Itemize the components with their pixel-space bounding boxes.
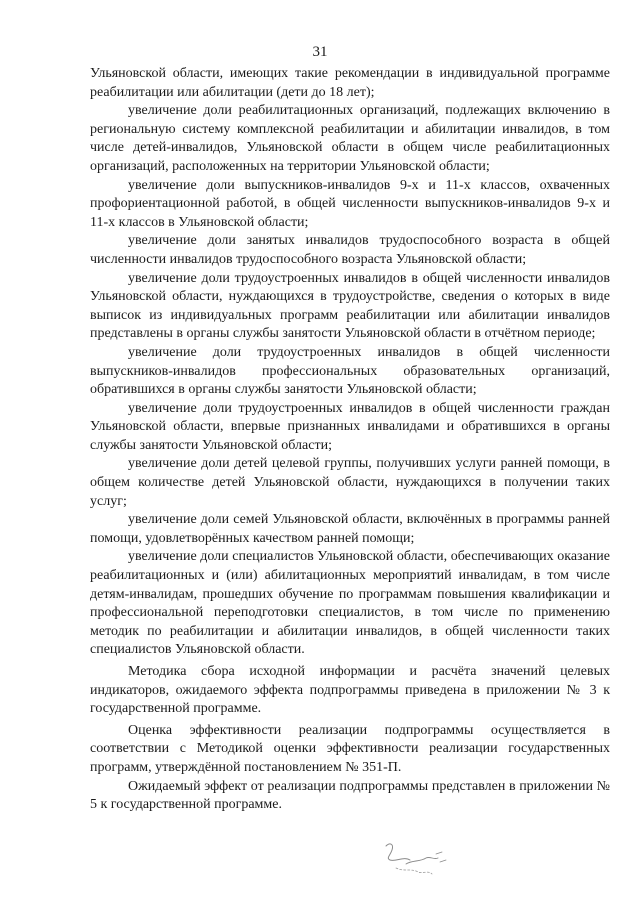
paragraph: увеличение доли реабилитационных организаций, подлежащих включению в региональную систему комплексной реабилитации и абилитации инвалидов, в том числе детей-инвалидов, Ульяновской области в общем числе реабилитационных организаций, расположенных на территории Ульяновской области; <box>90 103 610 174</box>
paragraph: увеличение доли специалистов Ульяновской области, обеспечивающих оказание реабилитационных и (или) абилитационных мероприятий инвалидам, в том числе детям-инвалидам, прошедших обучение по программам повышения квалификации и профессиональной переподготовки специалистов, в том числе по применению методик по реабилитации и абилитации инвалидов, в общей численности таких специалистов Ульяновской области. <box>90 549 610 658</box>
paragraph: Ульяновской области, имеющих такие рекомендации в индивидуальной программе реабилитации или абилитации (дети до 18 лет); <box>90 66 610 100</box>
paragraph: увеличение доли трудоустроенных инвалидов в общей численности инвалидов Ульяновской области, нуждающихся в трудоустройстве, сведения о которых в виде выписок из индивидуальных программ реабилитации или абилитации инвалидов представлены в органы службы занятости Ульяновской области в отчётном периоде; <box>90 270 610 342</box>
paragraph: Оценка эффективности реализации подпрограммы осуществляется в соответствии с Методикой оценки эффективности реализации государственных программ, утверждённой постановлением № 351-П. <box>90 722 610 775</box>
page-number: 31 <box>312 44 328 60</box>
paragraph: увеличение доли семей Ульяновской области, включённых в программы ранней помощи, удовлетворённых качеством ранней помощи; <box>90 512 610 546</box>
paragraph: увеличение доли трудоустроенных инвалидов в общей численности граждан Ульяновской области, впервые признанных инвалидами и обратившихся в органы службы занятости Ульяновской области; <box>90 400 610 453</box>
paragraph: увеличение доли детей целевой группы, получивших услуги ранней помощи, в общем количестве детей Ульяновской области, нуждающихся в получении таких услуг; <box>90 456 610 509</box>
paragraph: Методика сбора исходной информации и расчёта значений целевых индикаторов, ожидаемого эффекта подпрограммы приведена в приложении № 3 к государственной программе. <box>90 664 610 717</box>
signature-mark <box>376 838 466 886</box>
paragraph: Ожидаемый эффект от реализации подпрограммы представлен в приложении № 5 к государственной программе. <box>90 778 610 813</box>
paragraph: увеличение доли выпускников-инвалидов 9-х и 11-х классов, охваченных профориентационной работой, в общей численности выпускников-инвалидов 9-х и 11-х классов в Ульяновской области; <box>90 177 610 230</box>
body-text <box>90 65 610 815</box>
paragraph: увеличение доли занятых инвалидов трудоспособного возраста в общей численности инвалидов трудоспособного возраста Ульяновской области; <box>90 233 610 267</box>
paragraph: увеличение доли трудоустроенных инвалидов в общей численности выпускников-инвалидов профессиональных образовательных организаций, обратившихся в органы службы занятости Ульяновской области; <box>90 344 610 398</box>
